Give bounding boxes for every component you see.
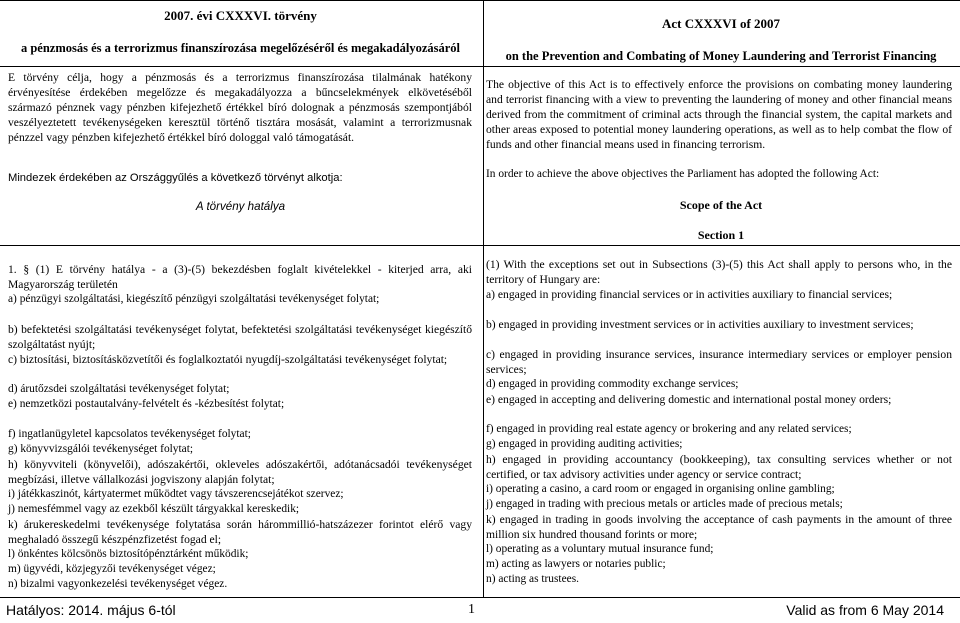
- hu-item-b: b) befektetési szolgáltatási tevékenységet folytat, befektetési szolgáltatási tevékenységet kiegészítő szolgáltatást nyújt;: [8, 323, 472, 351]
- en-item-f: f) engaged in providing real estate agency or brokering and any related services;: [486, 423, 852, 435]
- en-item-e: e) engaged in accepting and delivering domestic and international postal money orders;: [486, 393, 892, 406]
- hu-item-l: l) önkéntes kölcsönös biztosítópénztárként működik;: [8, 548, 249, 560]
- en-title: Act CXXXVI of 2007: [661, 16, 781, 31]
- en-preamble: The objective of this Act is to effectively enforce the provisions on combating money laundering and terrorist financing with a view to preventing the laundering of money and other financial means derived from the commitment of criminal acts through the financial system, the capital markets and other areas exposed to potential money laundering operations, as well as to help combat the flow of funds and other financial means used in financing terrorism.: [486, 78, 952, 151]
- en-item-i: i) operating a casino, a card room or engaged in organising online gambling;: [486, 483, 835, 495]
- en-item-d: d) engaged in providing commodity exchange services;: [486, 378, 739, 390]
- hu-section1-intro: 1. § (1) E törvény hatálya - a (3)-(5) bekezdésben foglalt kivételekkel - kiterjed arra, aki Magyarország területén: [8, 263, 472, 291]
- page-number: 1: [468, 602, 475, 617]
- en-section1-intro: (1) With the exceptions set out in Subsections (3)-(5) this Act shall apply to persons who, in the territory of Hungary are:: [486, 258, 952, 286]
- en-item-b: b) engaged in providing investment services or in activities auxiliary to investment services;: [486, 318, 914, 331]
- en-preamble-2: In order to achieve the above objectives the Parliament has adopted the following Act:: [486, 168, 880, 180]
- hu-item-e: e) nemzetközi postautalvány-felvételt és -kézbesítést folytat;: [8, 398, 285, 410]
- hu-item-n: n) bizalmi vagyonkezelési tevékenységet végez.: [8, 578, 228, 590]
- en-item-a: a) engaged in providing financial services or in activities auxiliary to financial services;: [486, 288, 893, 301]
- en-item-l: l) operating as a voluntary mutual insurance fund;: [486, 543, 714, 555]
- hu-subtitle: a pénzmosás és a terrorizmus finanszírozása megelőzéséről és megakadályozásáról: [20, 41, 461, 55]
- hu-item-j: j) nemesfémmel vagy az ezekből készült tárgyakkal kereskedik;: [8, 503, 300, 515]
- hu-item-g: g) könyvvizsgálói tevékenységet folytat;: [8, 443, 194, 455]
- hu-item-k: k) árukereskedelmi tevékenysége folytatása során hárommillió-hatszázezer forintot elérő vagy meghaladó összegű készpénzfizetést fogad el;: [8, 518, 472, 546]
- en-item-n: n) acting as trustees.: [486, 573, 579, 585]
- hu-item-h: h) könyvviteli (könyvelői), adószakértői, okleveles adószakértői, adótanácsadói tevékenységet megbízási, illetve vállalkozási jogviszony alapján folytat;: [8, 458, 472, 486]
- en-item-m: m) acting as lawyers or notaries public;: [486, 558, 666, 570]
- en-item-j: j) engaged in trading with precious metals or articles made of precious metals;: [486, 498, 843, 510]
- hu-scope-title: A törvény hatálya: [195, 200, 286, 213]
- en-item-k: k) engaged in trading in goods involving the acceptance of cash payments in the amount of three million six hundred thousand forints or more;: [486, 513, 952, 541]
- hu-item-i: i) játékkaszinót, kártyatermet működtet vagy távszerencsejátékot szervez;: [8, 488, 344, 500]
- hu-item-m: m) ügyvédi, közjegyzői tevékenységet végez;: [8, 563, 216, 575]
- en-item-g: g) engaged in providing auditing activities;: [486, 438, 683, 450]
- en-scope-title: Scope of the Act: [679, 198, 763, 212]
- hu-item-a: a) pénzügyi szolgáltatási, kiegészítő pénzügyi szolgáltatási tevékenységet folytat;: [8, 293, 380, 305]
- table-top-rule: [0, 0, 960, 1]
- footer-effective-en: Valid as from 6 May 2014: [786, 602, 944, 618]
- hu-preamble-2: Mindezek érdekében az Országgyűlés a következő törvényt alkotja:: [8, 172, 343, 184]
- footer-effective-hu: Hatályos: 2014. május 6-tól: [6, 602, 176, 618]
- scope-rule: [0, 245, 960, 246]
- en-subtitle: on the Prevention and Combating of Money Laundering and Terrorist Financing: [505, 49, 937, 63]
- en-section-title: Section 1: [697, 228, 745, 242]
- en-item-c: c) engaged in providing insurance services, insurance intermediary services or employer pension services;: [486, 348, 952, 376]
- header-rule: [0, 66, 960, 67]
- en-item-h: h) engaged in providing accountancy (bookkeeping), tax consulting services whether or not certified, or tax advisory activities under agency or service contract;: [486, 453, 952, 481]
- hu-item-f: f) ingatlanügyletel kapcsolatos tevékenységet folytat;: [8, 428, 251, 440]
- hu-preamble: E törvény célja, hogy a pénzmosás és a terrorizmus finanszírozása tilalmának hatékony érvényesítése érdekében megelőzze és megakadályozza a bűncselekmények elkövetéséből származó pénznek vagy pénzben kifejezhető értékkel bíró dolognak a pénzmosás szempontjából veszélyeztetett tevékenységeken keresztül történő tisztára mosását, valamint a terrorizmusnak pénzzel vagy pénzben kifejezhető értékkel bíró dologgal való támogatását.: [8, 71, 472, 144]
- hu-item-c: c) biztosítási, biztosításközvetítői és foglalkoztatói nyugdíj-szolgáltatási tevékenységet folytat;: [8, 353, 448, 366]
- table-bottom-rule: [0, 597, 960, 598]
- hu-title: 2007. évi CXXXVI. törvény: [164, 8, 317, 23]
- hu-item-d: d) árutőzsdei szolgáltatási tevékenységet folytat;: [8, 383, 230, 395]
- column-divider: [483, 0, 484, 597]
